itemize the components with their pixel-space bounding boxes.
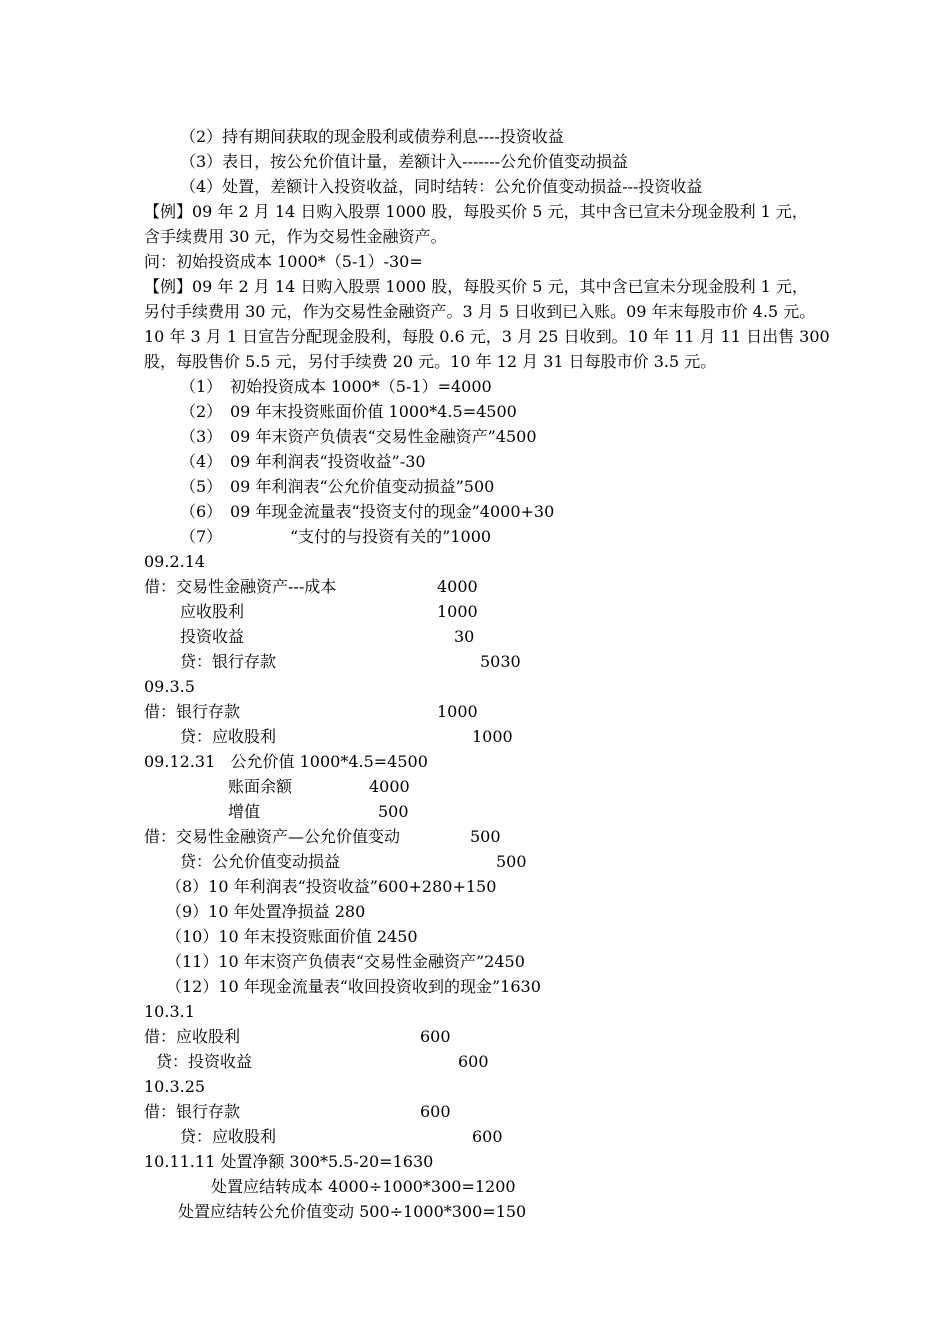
entry-account: 借：应收股利	[144, 1027, 241, 1046]
text-line: （12）10 年现金流量表“收回投资收到的现金”1630	[166, 977, 541, 996]
text-line: （11）10 年末资产负债表“交易性金融资产”2450	[166, 952, 525, 971]
entry-account: 贷：应收股利	[180, 1127, 277, 1146]
entry-account: 应收股利	[180, 602, 245, 621]
text-line: （8）10 年利润表“投资收益”600+280+150	[166, 877, 497, 896]
entry-date: 10.3.25	[144, 1077, 206, 1096]
text-line: 问：初始投资成本 1000*（5-1）-30=	[144, 252, 423, 271]
text-line: （2）持有期间获取的现金股利或债券利息----投资收益	[180, 127, 564, 146]
list-item-text: 09 年末资产负债表“交易性金融资产”4500	[230, 427, 537, 446]
text-line: 含手续费用 30 元，作为交易性金融资产。	[144, 227, 447, 246]
entry-account: 贷：公允价值变动损益	[180, 852, 341, 871]
list-marker: （6）	[180, 502, 223, 521]
entry-amount: 600	[420, 1027, 451, 1046]
entry-date: 10.11.11 处置净额 300*5.5-20=1630	[144, 1152, 434, 1171]
entry-amount: 600	[472, 1127, 503, 1146]
text-line: （10）10 年末投资账面价值 2450	[166, 927, 418, 946]
entry-date: 09.3.5	[144, 677, 195, 696]
text-line: 另付手续费用 30 元，作为交易性金融资产。3 月 5 日收到已入账。09 年末每股市价 4.5 元。	[144, 302, 816, 321]
text-line: 处置应结转成本 4000÷1000*300=1200	[211, 1177, 516, 1196]
list-item-text: 09 年利润表“公允价值变动损益”500	[230, 477, 495, 496]
list-item-text: 09 年利润表“投资收益”-30	[230, 452, 426, 471]
list-item-text: 09 年末投资账面价值 1000*4.5=4500	[230, 402, 517, 421]
text-line: 10 年 3 月 1 日宣告分配现金股利，每股 0.6 元，3 月 25 日收到。10 年 11 月 11 日出售 300	[144, 327, 830, 346]
entry-amount: 1000	[437, 602, 478, 621]
entry-amount: 500	[378, 802, 409, 821]
entry-amount: 500	[470, 827, 501, 846]
entry-amount: 5030	[480, 652, 521, 671]
entry-amount: 30	[454, 627, 475, 646]
entry-account: 借：银行存款	[144, 702, 241, 721]
entry-date: 10.3.1	[144, 1002, 195, 1021]
entry-amount: 1000	[437, 702, 478, 721]
entry-account: 借：银行存款	[144, 1102, 241, 1121]
entry-amount: 4000	[369, 777, 410, 796]
entry-account: 投资收益	[180, 627, 245, 646]
entry-account: 增值	[228, 802, 261, 821]
list-marker: （5）	[180, 477, 223, 496]
entry-amount: 1000	[472, 727, 513, 746]
entry-amount: 4000	[437, 577, 478, 596]
entry-amount: 600	[420, 1102, 451, 1121]
entry-account: 账面余额	[228, 777, 293, 796]
text-line: 【例】09 年 2 月 14 日购入股票 1000 股，每股买价 5 元，其中含已宣未分现金股利 1 元，	[144, 277, 808, 296]
text-line: （9）10 年处置净损益 280	[166, 902, 366, 921]
entry-account: 贷：银行存款	[180, 652, 277, 671]
entry-account: 贷：投资收益	[156, 1052, 253, 1071]
list-marker: （1）	[180, 377, 223, 396]
entry-account: 借：交易性金融资产—公允价值变动	[144, 827, 401, 846]
entry-date: 09.2.14	[144, 552, 206, 571]
text-line: （4）处置，差额计入投资收益，同时结转：公允价值变动损益---投资收益	[180, 177, 703, 196]
list-item-text: 09 年现金流量表“投资支付的现金”4000+30	[230, 502, 555, 521]
list-marker: （4）	[180, 452, 223, 471]
list-item-text: “支付的与投资有关的”1000	[290, 527, 492, 546]
entry-account: 贷：应收股利	[180, 727, 277, 746]
text-line: 处置应结转公允价值变动 500÷1000*300=150	[178, 1202, 527, 1221]
list-item-text: 初始投资成本 1000*（5-1）=4000	[230, 377, 492, 396]
entry-amount: 600	[458, 1052, 489, 1071]
entry-account: 借：交易性金融资产---成本	[144, 577, 337, 596]
text-line: 股，每股售价 5.5 元，另付手续费 20 元。10 年 12 月 31 日每股市价 3.5 元。	[144, 352, 717, 371]
list-marker: （2）	[180, 402, 223, 421]
list-marker: （3）	[180, 427, 223, 446]
text-line: 【例】09 年 2 月 14 日购入股票 1000 股，每股买价 5 元，其中含已宣未分现金股利 1 元，	[144, 202, 808, 221]
text-line: （3）表日，按公允价值计量，差额计入-------公允价值变动损益	[180, 152, 629, 171]
list-marker: （7）	[180, 527, 223, 546]
entry-date: 09.12.31 公允价值 1000*4.5=4500	[144, 752, 428, 771]
entry-amount: 500	[496, 852, 527, 871]
